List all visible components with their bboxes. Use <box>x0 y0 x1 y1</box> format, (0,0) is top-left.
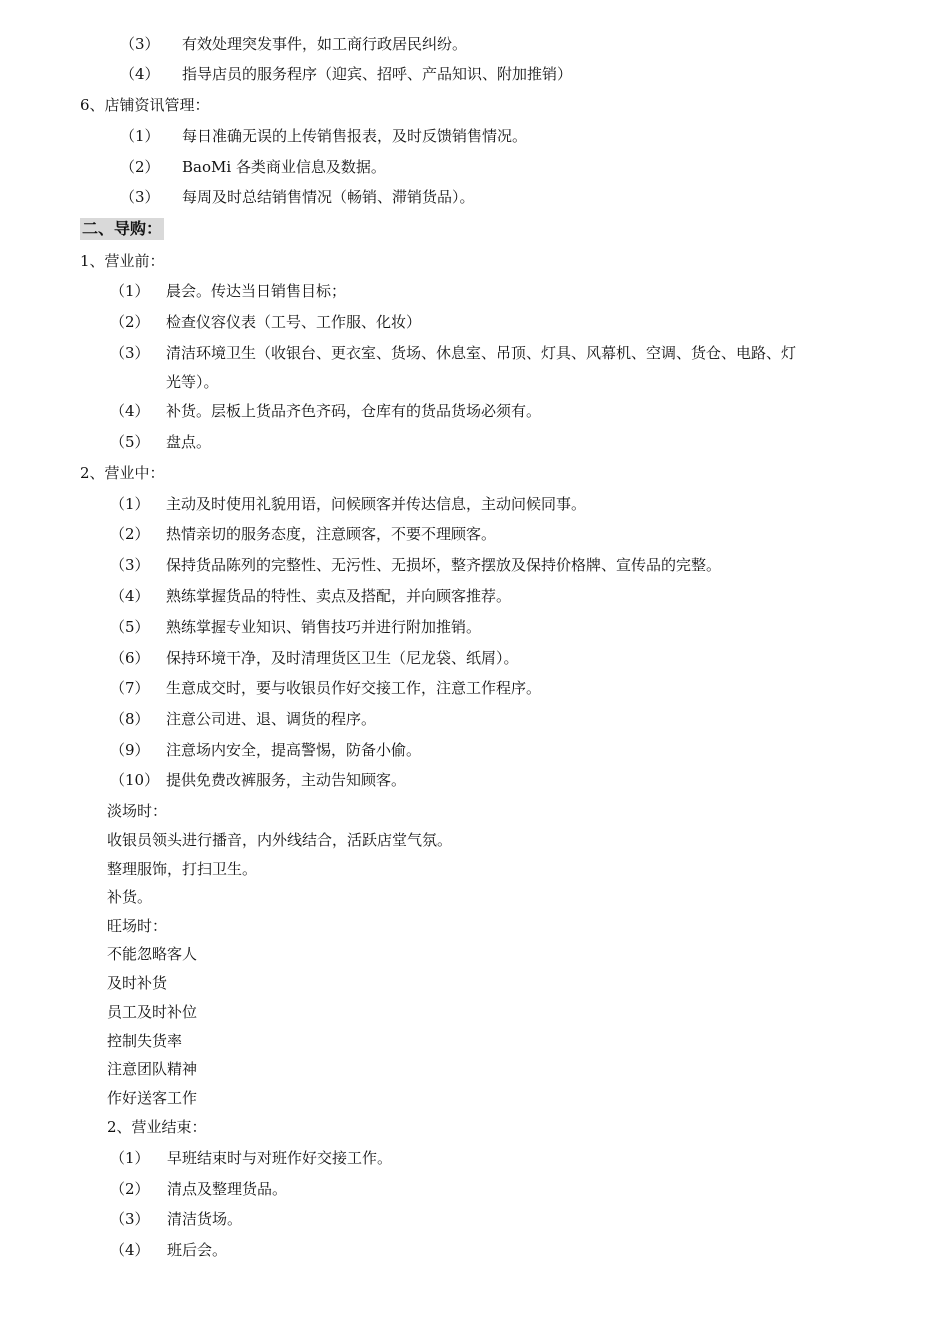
item-text: 补货。层板上货品齐色齐码，仓库有的货品货场必须有。 <box>166 402 542 420</box>
slow-period-label: 淡场时： <box>107 802 168 820</box>
paragraph-text: 及时补货 <box>107 974 168 992</box>
item-text: 提供免费改裤服务，主动告知顾客。 <box>166 771 407 789</box>
item-number: （3） <box>110 556 150 574</box>
paragraph-text: 注意团队精神 <box>107 1060 198 1078</box>
item-number: （3） <box>110 344 150 362</box>
item-text: 检查仪容仪表（工号、工作服、化妆） <box>166 313 422 331</box>
item-number: （5） <box>110 433 150 451</box>
item-text: 早班结束时与对班作好交接工作。 <box>167 1149 393 1167</box>
busy-period-label: 旺场时： <box>107 917 168 935</box>
item-number: （1） <box>120 127 160 145</box>
subsection-title-text: 2、营业结束： <box>107 1118 207 1136</box>
item-text: 清洁环境卫生（收银台、更衣室、货场、休息室、吊顶、灯具、风幕机、空调、货仓、电路、灯 <box>166 344 797 362</box>
item-text: 热情亲切的服务态度，注意顾客，不要不理顾客。 <box>166 525 497 543</box>
item-text: 保持环境干净，及时清理货区卫生（尼龙袋、纸屑）。 <box>166 649 519 667</box>
item-text: 注意场内安全，提高警惕，防备小偷。 <box>166 741 422 759</box>
item-number: （2） <box>110 313 150 331</box>
paragraph-text: 作好送客工作 <box>107 1089 198 1107</box>
item-number: （4） <box>110 1241 150 1259</box>
paragraph-text: 控制失货率 <box>107 1032 183 1050</box>
item-text: 注意公司进、退、调货的程序。 <box>166 710 377 728</box>
item-text: 指导店员的服务程序（迎宾、招呼、产品知识、附加推销） <box>182 65 573 83</box>
item-number: （4） <box>110 587 150 605</box>
item-text: 生意成交时，要与收银员作好交接工作，注意工作程序。 <box>166 679 542 697</box>
item-number: （8） <box>110 710 150 728</box>
item-number: （2） <box>110 1180 150 1198</box>
item-text: BaoMi 各类商业信息及数据。 <box>182 158 386 176</box>
item-number: （1） <box>110 282 150 300</box>
paragraph-text: 收银员领头进行播音，内外线结合，活跃店堂气氛。 <box>107 831 453 849</box>
item-number: （3） <box>120 35 160 53</box>
item-text: 盘点。 <box>166 433 212 451</box>
item-text: 班后会。 <box>167 1241 228 1259</box>
item-number: （3） <box>120 188 160 206</box>
paragraph-text: 整理服饰，打扫卫生。 <box>107 860 258 878</box>
item-number: （9） <box>110 741 150 759</box>
item-number: （5） <box>110 618 150 636</box>
item-text: 有效处理突发事件，如工商行政居民纠纷。 <box>182 35 468 53</box>
subsection-title-text: 2、营业中： <box>80 464 165 482</box>
item-number: （2） <box>110 525 150 543</box>
item-text: 主动及时使用礼貌用语，问候顾客并传达信息，主动问候同事。 <box>166 495 587 513</box>
subsection-title-text: 6、店铺资讯管理： <box>80 96 210 114</box>
paragraph-text: 员工及时补位 <box>107 1003 198 1021</box>
item-number: （2） <box>120 158 160 176</box>
item-text: 每周及时总结销售情况（畅销、滞销货品）。 <box>182 188 475 206</box>
item-number: （6） <box>110 649 150 667</box>
paragraph-text: 补货。 <box>107 888 153 906</box>
item-text: 每日准确无误的上传销售报表，及时反馈销售情况。 <box>182 127 528 145</box>
item-text: 晨会。传达当日销售目标； <box>166 282 347 300</box>
item-number: （4） <box>110 402 150 420</box>
item-number: （3） <box>110 1210 150 1228</box>
item-text: 清洁货场。 <box>167 1210 243 1228</box>
item-text: 熟练掌握专业知识、销售技巧并进行附加推销。 <box>166 618 482 636</box>
item-number: （7） <box>110 679 150 697</box>
item-number: （1） <box>110 1149 150 1167</box>
item-text: 保持货品陈列的完整性、无污性、无损坏，整齐摆放及保持价格牌、宣传品的完整。 <box>166 556 722 574</box>
item-number: （4） <box>120 65 160 83</box>
item-number: （1） <box>110 495 150 513</box>
paragraph-text: 不能忽略客人 <box>107 945 198 963</box>
subsection-title-text: 1、营业前： <box>80 252 165 270</box>
section-heading: 二、导购： <box>82 219 163 238</box>
item-text: 清点及整理货品。 <box>167 1180 288 1198</box>
item-number: （10） <box>110 771 160 789</box>
item-text: 光等）。 <box>166 373 219 391</box>
item-text: 熟练掌握货品的特性、卖点及搭配，并向顾客推荐。 <box>166 587 512 605</box>
